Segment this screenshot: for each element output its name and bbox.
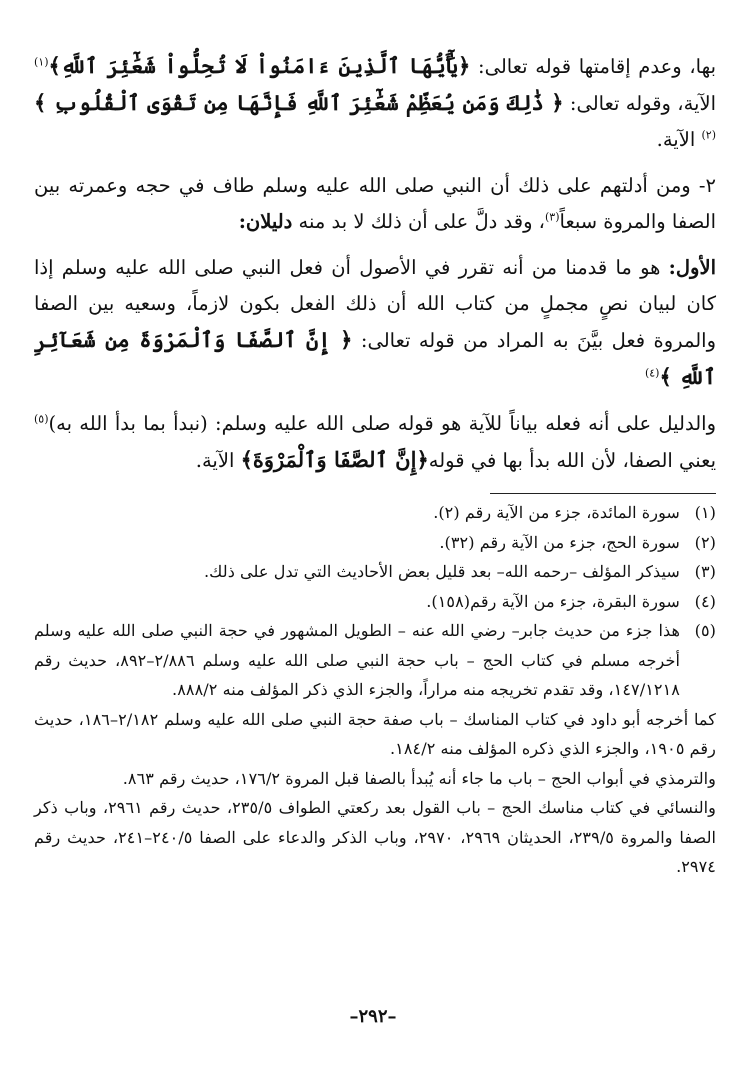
paragraph-3-text-a: هو ما قدمنا من أنه تقرر في الأصول أن فعل النبي صلى الله عليه وسلم إذا كان لبيان نصٍ مجملٍ من كتاب الله أن ذلك الفعل بكون لازماً، وسعيه بين الصفا والمروة فعل بيَّنَ به المراد من قوله تعالى: bbox=[34, 256, 716, 352]
footnote-ref-2: (٢) bbox=[701, 128, 716, 142]
paragraph-4-text-b: يعني الصفا، لأن الله بدأ بها في قوله bbox=[428, 449, 716, 472]
page-body bbox=[34, 48, 716, 882]
footnote-ref-1: (١) bbox=[34, 55, 49, 69]
paragraph-1 bbox=[34, 48, 716, 158]
footnote-number: (١) bbox=[694, 503, 716, 522]
footnote-ref-3: (٣) bbox=[544, 210, 560, 224]
footnote-2 bbox=[34, 528, 716, 558]
footnote-5 bbox=[34, 616, 716, 705]
footnote-text: سيذكر المؤلف –رحمه الله– بعد قليل بعض الأحاديث التي تدل على ذلك. bbox=[203, 562, 680, 581]
footnote-ref-5: (٥) bbox=[34, 412, 49, 426]
paragraph-2-text-b: ، وقد دلَّ على أن ذلك لا بد منه bbox=[292, 210, 545, 233]
footnote-number: (٤) bbox=[694, 591, 716, 611]
paragraph-2 bbox=[34, 168, 716, 240]
paragraph-2-text-a: ٢- ومن أدلتهم على ذلك أن النبي صلى الله عليه وسلم طاف في حجه وعمرته بين الصفا والمروة سبعاً bbox=[34, 174, 716, 233]
quran-verse-3: ﴿ إِنَّ ٱلصَّفَا وَٱلْمَرْوَةَ مِن شَعَآئِرِ ٱللَّهِ ﴾ bbox=[34, 327, 716, 389]
footnote-ref-4: (٤) bbox=[644, 366, 660, 380]
footnote-divider bbox=[490, 493, 716, 494]
footnote-1 bbox=[34, 498, 716, 528]
footnote-text: سورة المائدة، جزء من الآية رقم (٢). bbox=[433, 503, 680, 522]
quran-verse-1: ﴿يَٰٓأَيُّهَا ٱلَّذِينَ ءَامَنُواْ لَا تُحِلُّواْ شَعَٰٓئِرَ ٱللَّهِ﴾ bbox=[48, 53, 471, 78]
footnote-5-continuation-nasai: والنسائي في كتاب مناسك الحج – باب القول بعد ركعتي الطواف ٢٣٥/٥، حديث رقم ٢٩٦١، وباب ذكر الصفا والمروة ٢٣٩/٥، الحديثان ٢٩٦٩، ٢٩٧٠، وباب الذكر والدعاء على الصفا ٢٤٠/٥–٢٤١، حديث رقم ٢٩٧٤. bbox=[34, 798, 717, 876]
paragraph-4 bbox=[34, 406, 716, 479]
footnote-5-continuation-tirmidhi: والترمذي في أبواب الحج – باب ما جاء أنه يُبدأ بالصفا قبل المروة ١٧٦/٢، حديث رقم ٨٦٣. bbox=[122, 768, 716, 788]
footnote-4 bbox=[34, 587, 716, 617]
footnote-text: هذا جزء من حديث جابر– رضي الله عنه – الطويل المشهور في حجة النبي صلى الله عليه وسلم أخرجه مسلم في كتاب الحج – باب حجة النبي صلى الله عليه وسلم ٢/٨٨٦–٨٩٢، حديث رقم ١٤٧/١٢١٨، وقد تقدم تخريجه منه مراراً، والجزء الذي ذكر المؤلف منه ٨٨٨/٢. bbox=[34, 621, 680, 699]
footnote-text: سورة الحج، جزء من الآية رقم (٣٢). bbox=[439, 532, 680, 552]
paragraph-4-text-c: الآية. bbox=[195, 449, 241, 472]
footnote-text: سورة البقرة، جزء من الآية رقم(١٥٨). bbox=[426, 591, 680, 611]
footnote-number: (٥) bbox=[694, 621, 716, 640]
page-number: –٢٩٢– bbox=[349, 1006, 397, 1027]
paragraph-4-text-a: والدليل على أنه فعله بياناً للآية هو قوله صلى الله عليه وسلم: (نبدأ بما بدأ الله به) bbox=[48, 412, 716, 435]
paragraph-1-text-c: الآية. bbox=[656, 128, 702, 151]
paragraph-1-text-b: الآية، وقوله تعالى: bbox=[563, 92, 716, 115]
paragraph-3-lead: الأول: bbox=[668, 256, 716, 279]
footnote-number: (٢) bbox=[694, 532, 716, 552]
paragraph-1-text-a: بها، وعدم إقامتها قوله تعالى: bbox=[470, 55, 716, 78]
footnote-number: (٣) bbox=[694, 562, 716, 581]
paragraph-3 bbox=[34, 250, 716, 396]
footnote-3 bbox=[34, 557, 716, 587]
footnote-5-continuation-abu-dawud: كما أخرجه أبو داود في كتاب المناسك – باب صفة حجة النبي صلى الله عليه وسلم ٢/١٨٢–١٨٦، حديث رقم ١٩٠٥، والجزء الذي ذكره المؤلف منه ١٨٤/٢. bbox=[34, 709, 716, 758]
footnotes bbox=[34, 498, 716, 882]
quran-verse-2: ﴿ ذَٰلِكَ وَمَن يُعَظِّمْ شَعَٰٓئِرَ ٱللَّهِ فَإِنَّهَا مِن تَقْوَى ٱلْقُلُوبِ ﴾ bbox=[34, 90, 564, 115]
quran-verse-4: ﴿إِنَّ ٱلصَّفَا وَٱلْمَرْوَةَ﴾ bbox=[240, 447, 429, 472]
paragraph-2-emphasis: دليلان: bbox=[238, 210, 293, 233]
